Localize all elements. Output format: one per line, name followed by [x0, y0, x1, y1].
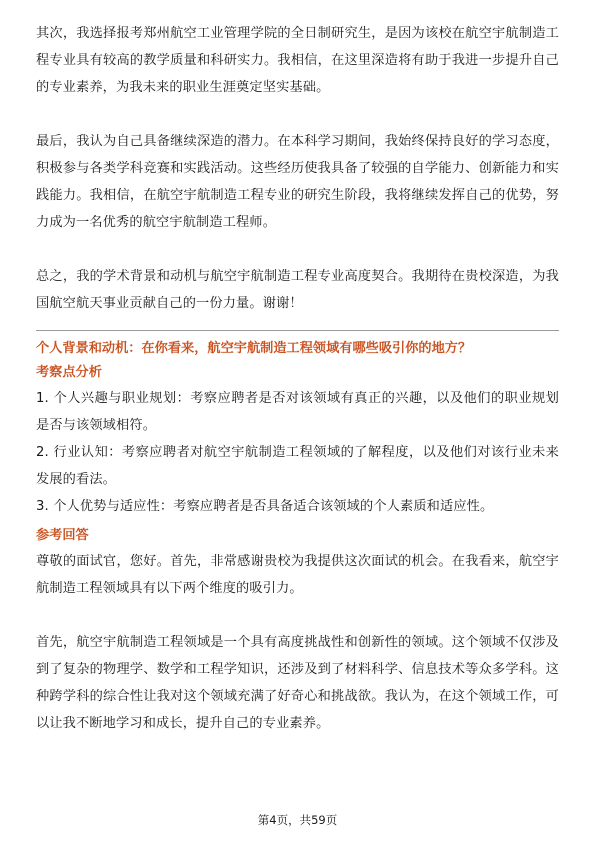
paragraph-gap: [36, 602, 559, 629]
answer-paragraph-2: 首先，航空宇航制造工程领域是一个具有高度挑战性和创新性的领域。这个领域不仅涉及到了复杂的物理学、数学和工程学知识，还涉及到了材料科学、信息技术等众多学科。这种跨学科的综合性让我对这个领域充满了好奇心和挑战欲。我认为，在这个领域工作，可以让我不断地学习和成长，提升自己的专业素养。: [36, 635, 559, 731]
answer-heading: 参考回答: [36, 528, 89, 543]
answer-paragraph-1: 尊敬的面试官，您好。首先，非常感谢贵校为我提供这次面试的机会。在我看来，航空宇航制造工程领域具有以下两个维度的吸引力。: [36, 554, 559, 596]
analysis-item-1: 1. 个人兴趣与职业规划：考察应聘者是否对该领域有真正的兴趣，以及他们的职业规划是否与该领域相符。: [36, 391, 559, 433]
paragraph-gap: [36, 101, 559, 128]
page-content: [36, 20, 559, 737]
section-divider: [36, 330, 559, 331]
analysis-item-3: 3. 个人优势与适应性：考察应聘者是否具备适合该领域的个人素质和适应性。: [36, 499, 494, 514]
paragraph-gap: [36, 236, 559, 263]
analysis-item-2: 2. 行业认知：考察应聘者对航空宇航制造工程领域的了解程度，以及他们对该行业未来发展的看法。: [36, 445, 559, 487]
intro-paragraph-2: 最后，我认为自己具备继续深造的潜力。在本科学习期间，我始终保持良好的学习态度，积极参与各类学科竞赛和实践活动。这些经历使我具备了较强的自学能力、创新能力和实践能力。我相信，在航空宇航制造工程专业的研究生阶段，我将继续发挥自己的优势，努力成为一名优秀的航空宇航制造工程师。: [36, 134, 559, 230]
question-title: 个人背景和动机：在你看来，航空宇航制造工程领域有哪些吸引你的地方？: [36, 341, 472, 356]
analysis-heading: 考察点分析: [36, 365, 102, 380]
intro-paragraph-1: 其次，我选择报考郑州航空工业管理学院的全日制研究生，是因为该校在航空宇航制造工程专业具有较高的教学质量和科研实力。我相信，在这里深造将有助于我进一步提升自己的专业素养，为我未来的职业生涯奠定坚实基础。: [36, 26, 559, 95]
page-number-footer: 第4页，共59页: [257, 813, 338, 827]
intro-paragraph-3: 总之，我的学术背景和动机与航空宇航制造工程专业高度契合。我期待在贵校深造，为我国航空航天事业贡献自己的一份力量。谢谢！: [36, 269, 559, 311]
